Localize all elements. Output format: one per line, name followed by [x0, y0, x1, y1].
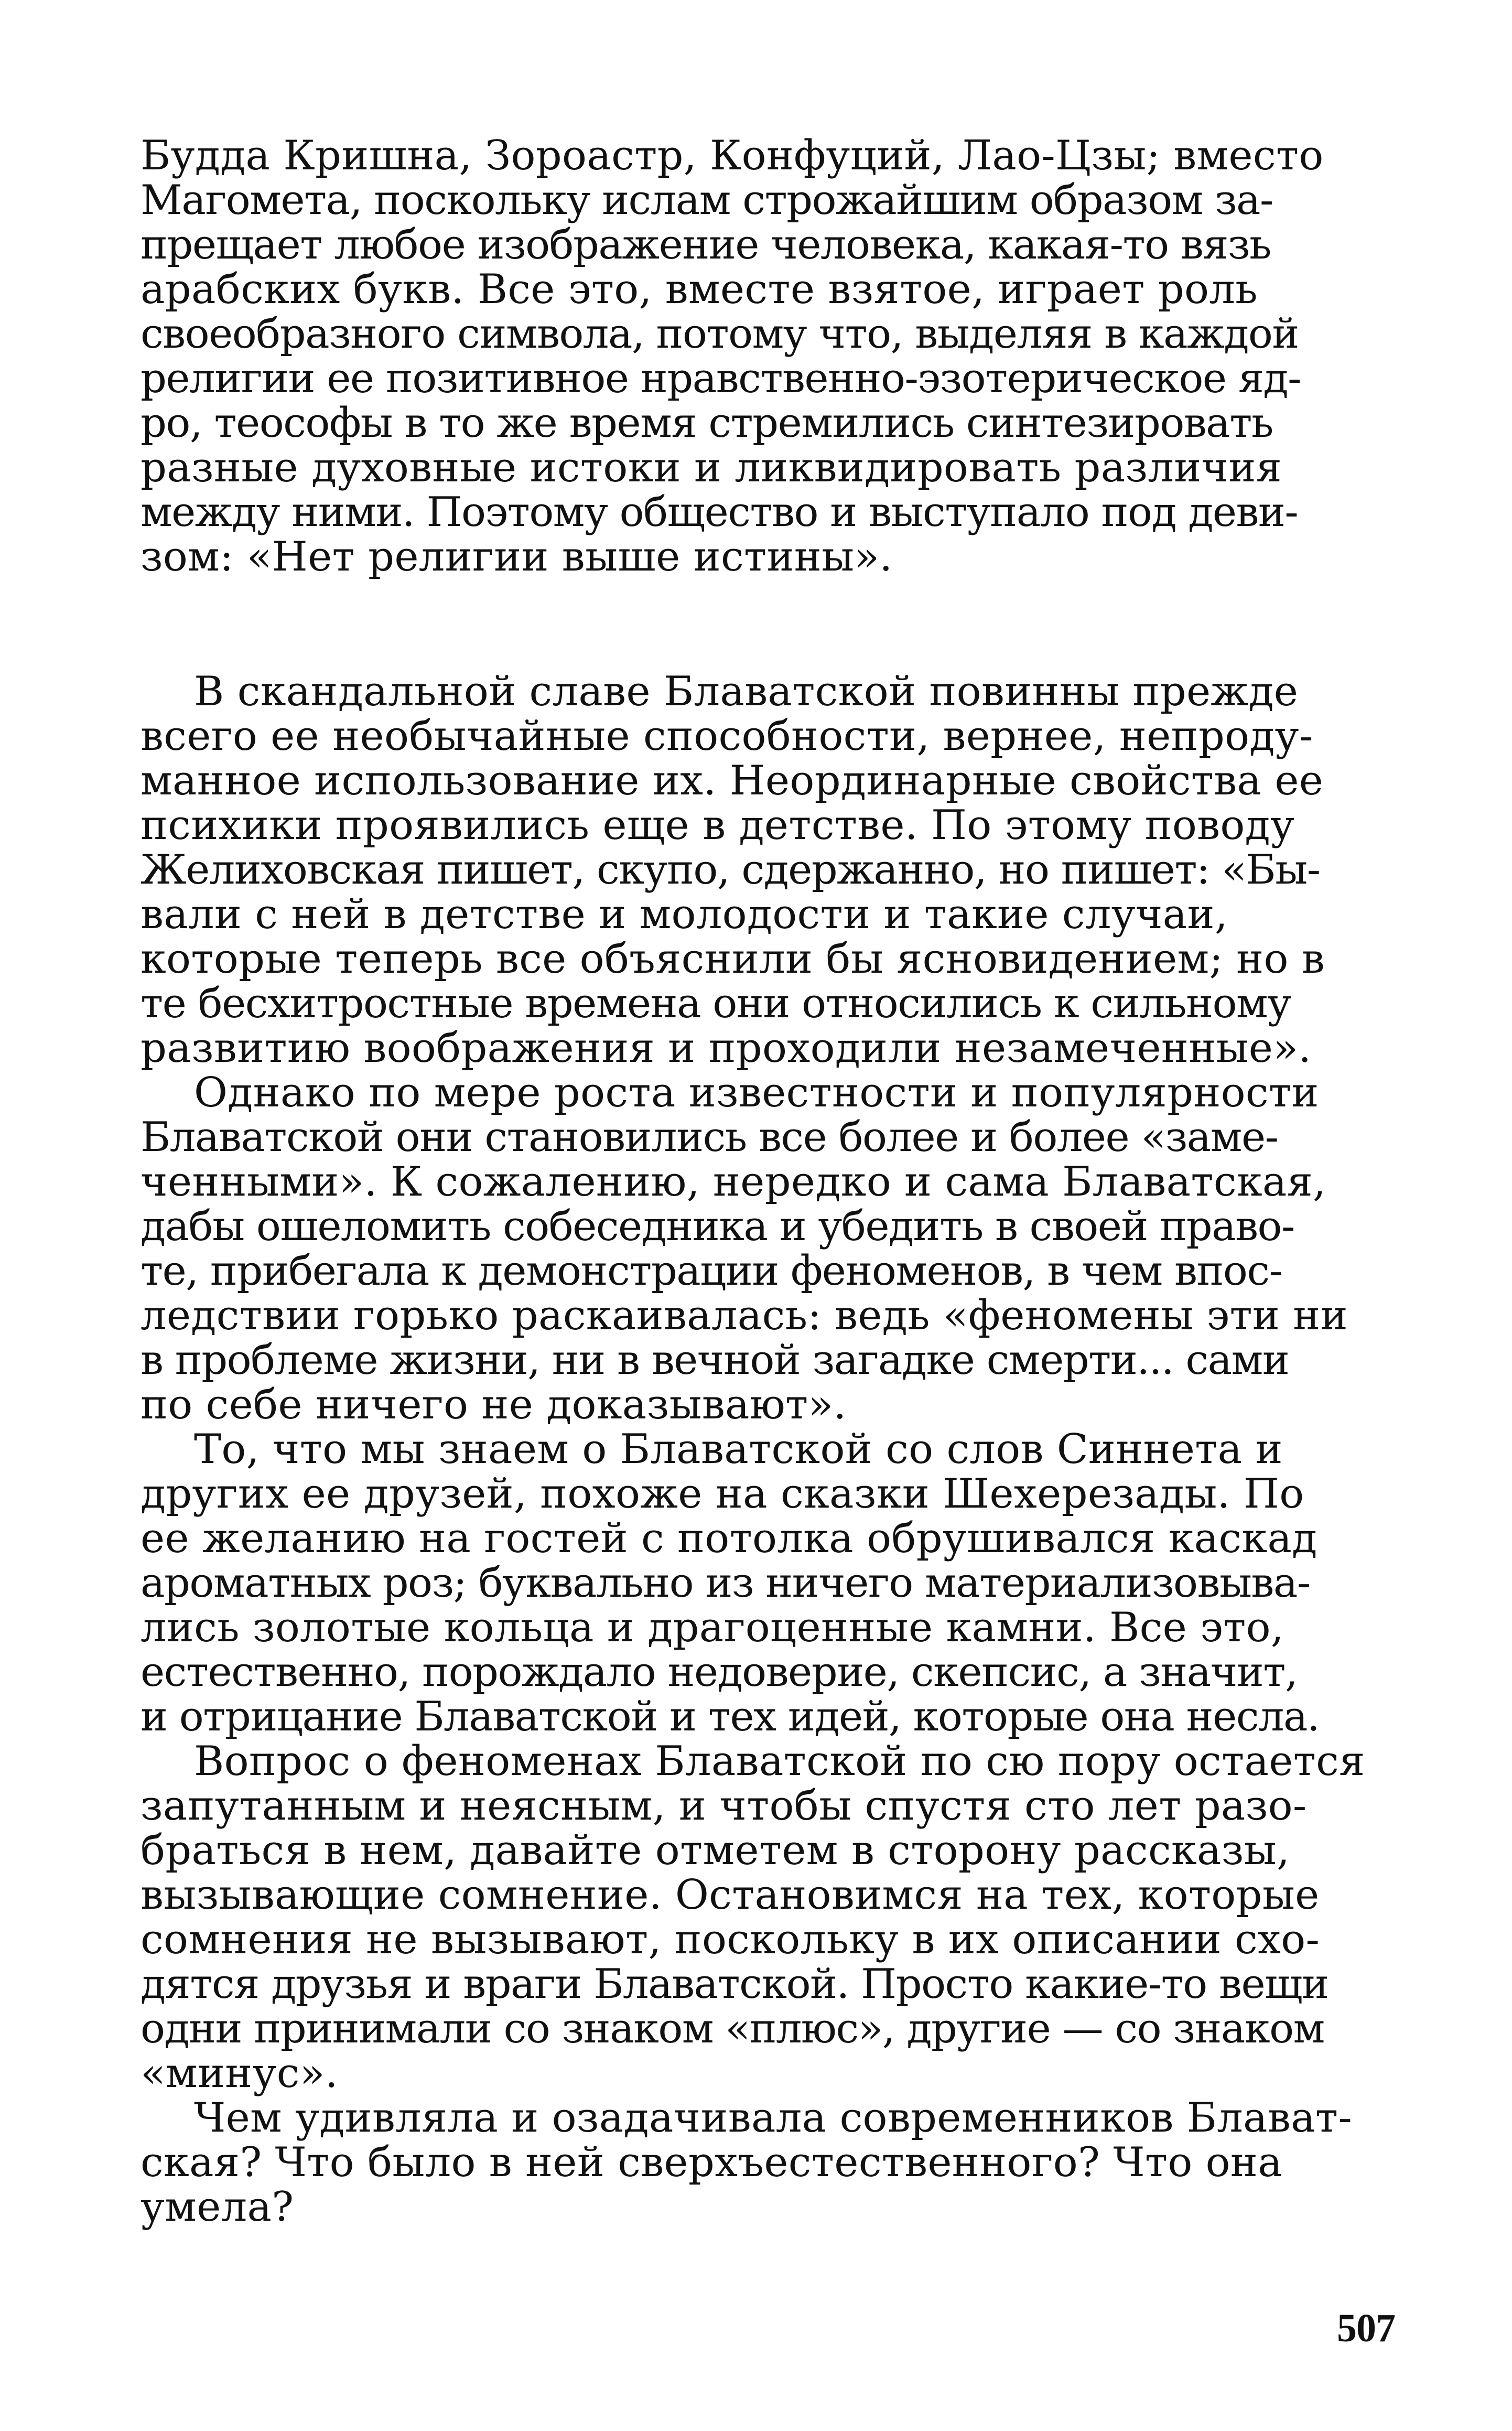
- text-line: зом: «Нет религии выше истины».: [141, 533, 893, 580]
- text-line: дабы ошеломить собеседника и убедить в своей право-: [141, 1203, 1294, 1250]
- page-number: 507: [1337, 2306, 1395, 2350]
- text-line: религии ее позитивное нравственно-эзотерическое яд-: [141, 355, 1301, 402]
- text-line: по себе ничего не доказывают».: [141, 1381, 847, 1428]
- text-line: ро, теософы в то же время стремились синтезировать: [141, 400, 1273, 447]
- text-line: лись золотые кольца и драгоценные камни. Все это,: [141, 1604, 1284, 1651]
- text-line: ее желанию на гостей с потолка обрушивался каскад: [141, 1515, 1317, 1562]
- text-line: всего ее необычайные способности, вернее, непроду-: [141, 713, 1313, 760]
- text-line: вызывающие сомнение. Остановимся на тех, которые: [141, 1871, 1320, 1919]
- text-line: Магомета, поскольку ислам строжайшим образом за-: [141, 177, 1273, 224]
- text-line: психики проявились еще в детстве. По этому поводу: [141, 802, 1295, 849]
- text-line: Однако по мере роста известности и популярности: [194, 1069, 1319, 1116]
- text-line: вали с ней в детстве и молодости и такие случаи,: [141, 891, 1228, 938]
- text-line: разные духовные истоки и ликвидировать различия: [141, 444, 1282, 491]
- text-line: Желиховская пишет, скупо, сдержанно, но пишет: «Бы-: [141, 846, 1320, 894]
- text-line: одни принимали со знаком «плюс», другие — со знаком: [141, 2005, 1324, 2052]
- text-line: те, прибегала к демонстрации феноменов, в чем впос-: [141, 1247, 1282, 1295]
- text-line: Вопрос о феноменах Блаватской по сю пору остается: [194, 1738, 1365, 1785]
- text-line: В скандальной славе Блаватской повинны прежде: [194, 668, 1299, 715]
- text-line: между ними. Поэтому общество и выступало под деви-: [141, 489, 1298, 536]
- text-line: дятся друзья и враги Блаватской. Просто какие-то вещи: [141, 1961, 1329, 2008]
- text-line: Чем удивляла и озадачивала современников Блават-: [194, 2094, 1353, 2142]
- text-line: развитию воображения и проходили незамеченные».: [141, 1025, 1312, 1072]
- text-line: Блаватской они становились все более и более «заме-: [141, 1114, 1278, 1161]
- text-line: прещает любое изображение человека, какая-то вязь: [141, 221, 1271, 268]
- text-line: в проблеме жизни, ни в вечной загадке смерти... сами: [141, 1337, 1289, 1384]
- text-line: ская? Что было в ней сверхъестественного? Что она: [141, 2139, 1283, 2186]
- text-line: которые теперь все объяснили бы ясновидением; но в: [141, 935, 1325, 983]
- text-line: манное использование их. Неординарные свойства ее: [141, 757, 1324, 804]
- text-line: сомнения не вызывают, поскольку в их описании схо-: [141, 1916, 1320, 1963]
- text-line: «минус».: [141, 2050, 338, 2097]
- text-line: ченными». К сожалению, нередко и сама Блаватская,: [141, 1158, 1326, 1206]
- text-line: других ее друзей, похоже на сказки Шехерезады. По: [141, 1470, 1304, 1518]
- text-line: естественно, порождало недоверие, скепсис, а значит,: [141, 1649, 1298, 1696]
- text-line: ароматных роз; буквально из ничего материализовыва-: [141, 1559, 1310, 1607]
- text-line: То, что мы знаем о Блаватской со слов Синнета и: [194, 1426, 1283, 1473]
- text-line: запутанным и неясным, и чтобы спустя сто лет разо-: [141, 1782, 1307, 1830]
- text-line: ледствии горько раскаивалась: ведь «феномены эти ни: [141, 1292, 1348, 1339]
- text-line: умела?: [141, 2183, 294, 2231]
- text-line: и отрицание Блаватской и тех идей, которые она несла.: [141, 1693, 1320, 1740]
- text-line: те бесхитростные времена они относились к сильному: [141, 980, 1291, 1027]
- text-line: браться в нем, давайте отметем в сторону рассказы,: [141, 1827, 1290, 1874]
- text-line: Будда Кришна, Зороастр, Конфуций, Лао-Цзы; вместо: [141, 132, 1324, 179]
- text-line: своеобразного символа, потому что, выделяя в каждой: [141, 310, 1299, 358]
- text-line: арабских букв. Все это, вместе взятое, играет роль: [141, 266, 1258, 313]
